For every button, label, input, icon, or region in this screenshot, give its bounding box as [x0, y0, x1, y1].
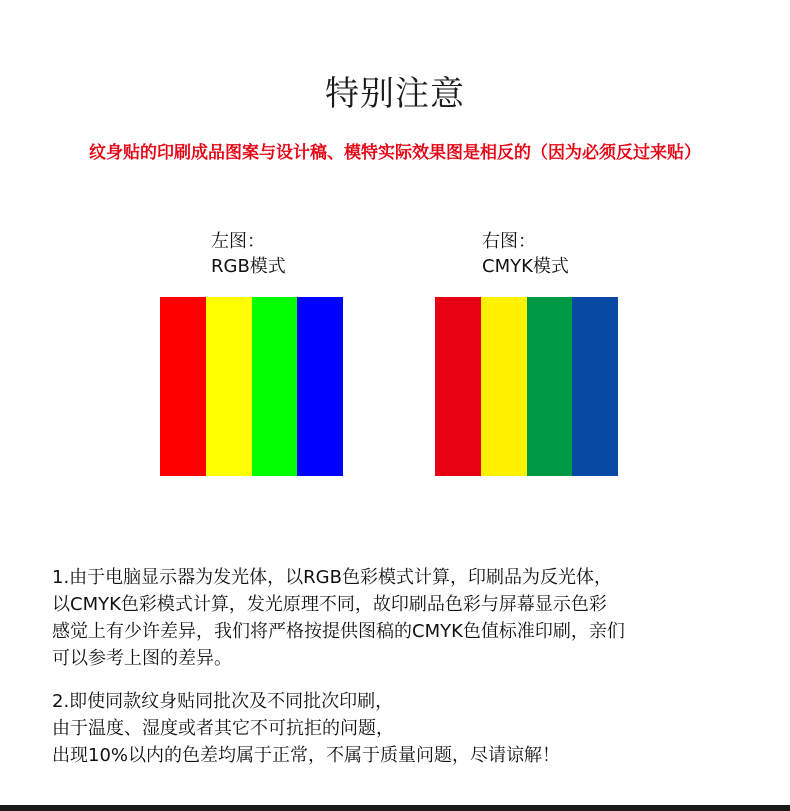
left-caption-mode: RGB模式 — [211, 256, 286, 277]
note-2-line: 2.即使同款纹身贴同批次及不同批次印刷， — [52, 691, 394, 712]
cmyk-swatch-green — [527, 297, 573, 476]
note-2-line: 出现10%以内的色差均属于正常，不属于质量问题，尽请谅解！ — [52, 745, 561, 766]
note-paragraph-2 — [52, 688, 560, 769]
note-1-line: 感觉上有少许差异，我们将严格按提供图稿的CMYK色值标准印刷，亲们 — [52, 621, 625, 642]
rgb-swatch-red — [160, 297, 206, 476]
rgb-swatch-yellow — [206, 297, 252, 476]
rgb-swatch-blue — [297, 297, 343, 476]
page-title: 特别注意 — [325, 74, 465, 114]
right-caption-label: 右图： — [482, 231, 536, 252]
right-caption — [482, 229, 569, 279]
cmyk-swatch-group — [435, 297, 618, 476]
left-caption-label: 左图： — [211, 231, 265, 252]
note-1-line: 以CMYK色彩模式计算，发光原理不同，故印刷品色彩与屏幕显示色彩 — [52, 594, 607, 615]
bottom-divider — [0, 805, 790, 811]
cmyk-swatch-red — [435, 297, 481, 476]
left-caption — [211, 229, 286, 279]
note-1-line: 可以参考上图的差异。 — [52, 648, 232, 669]
warning-note: 纹身贴的印刷成品图案与设计稿、模特实际效果图是相反的（因为必须反过来贴） — [89, 143, 701, 163]
cmyk-swatch-yellow — [481, 297, 527, 476]
rgb-swatch-group — [160, 297, 343, 476]
right-caption-mode: CMYK模式 — [482, 256, 569, 277]
note-2-line: 由于温度、湿度或者其它不可抗拒的问题， — [52, 718, 394, 739]
rgb-swatch-green — [252, 297, 298, 476]
note-1-line: 1.由于电脑显示器为发光体，以RGB色彩模式计算，印刷品为反光体， — [52, 567, 612, 588]
note-paragraph-1 — [52, 564, 625, 672]
cmyk-swatch-blue — [572, 297, 618, 476]
